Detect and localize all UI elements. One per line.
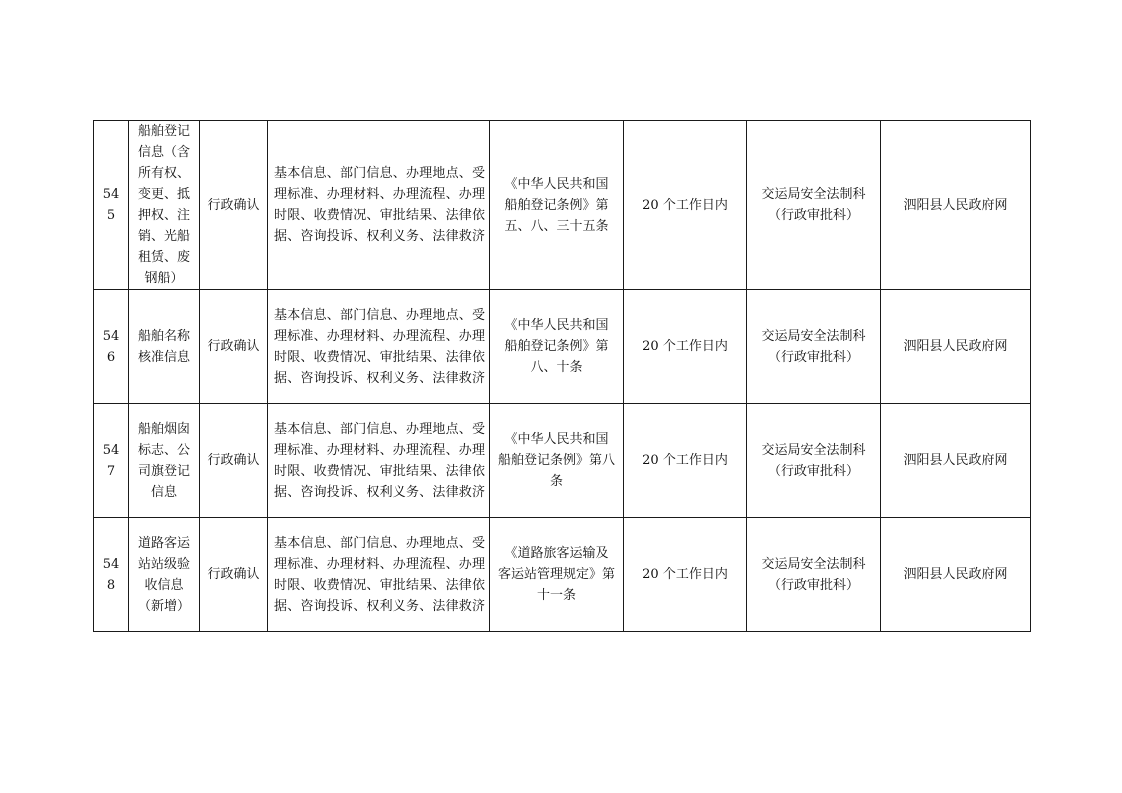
item-name-line: 司旗登记 bbox=[137, 463, 190, 479]
disclosure-content bbox=[268, 121, 490, 290]
table-body bbox=[94, 121, 1031, 632]
dept-line: （行政审批科） bbox=[767, 463, 859, 479]
content-line: 时限、收费情况、审批结果、法律依 bbox=[274, 463, 486, 479]
item-type: 行政确认 bbox=[200, 404, 268, 518]
dept-line: 交运局安全法制科 bbox=[761, 442, 866, 458]
basis-line: 条 bbox=[549, 474, 563, 489]
item-name-line: 标志、公 bbox=[137, 442, 190, 458]
table-row bbox=[94, 518, 1031, 632]
dept-line: （行政审批科） bbox=[767, 208, 859, 223]
item-name-line: 船舶登记 bbox=[137, 124, 190, 139]
content-line: 基本信息、部门信息、办理地点、受 bbox=[274, 166, 486, 181]
content-line: 据、咨询投诉、权利义务、法律救济 bbox=[274, 229, 486, 244]
item-name-line: 钢船） bbox=[144, 271, 184, 286]
responsible-dept bbox=[747, 518, 881, 632]
content-line: 基本信息、部门信息、办理地点、受 bbox=[274, 421, 486, 437]
basis-line: 八、十条 bbox=[530, 360, 583, 375]
disclosure-content bbox=[268, 404, 490, 518]
time-limit: 20 个工作日内 bbox=[624, 404, 747, 518]
disclosure-table bbox=[93, 120, 1031, 632]
responsible-dept bbox=[747, 121, 881, 290]
item-name-line: 核准信息 bbox=[137, 349, 190, 365]
item-name bbox=[129, 404, 200, 518]
basis-line: 船舶登记条例》第八 bbox=[497, 453, 615, 468]
item-name-line: 变更、抵 bbox=[137, 187, 190, 202]
content-line: 时限、收费情况、审批结果、法律依 bbox=[274, 349, 486, 365]
dept-line: 交运局安全法制科 bbox=[761, 187, 866, 202]
legal-basis bbox=[490, 290, 624, 404]
legal-basis bbox=[490, 404, 624, 518]
item-name-line: 站站级验 bbox=[137, 556, 190, 572]
content-line: 基本信息、部门信息、办理地点、受 bbox=[274, 307, 486, 323]
item-name-line: 船舶名称 bbox=[137, 328, 190, 344]
table-row bbox=[94, 121, 1031, 290]
basis-line: 船舶登记条例》第 bbox=[504, 339, 609, 354]
row-number: 547 bbox=[94, 404, 129, 518]
content-line: 据、咨询投诉、权利义务、法律救济 bbox=[274, 598, 486, 614]
item-type: 行政确认 bbox=[200, 290, 268, 404]
item-name-line: 销、光船 bbox=[137, 229, 190, 244]
item-name-line: 所有权、 bbox=[137, 166, 190, 181]
content-line: 理标准、办理材料、办理流程、办理 bbox=[274, 442, 486, 458]
legal-basis bbox=[490, 121, 624, 290]
basis-line: 《中华人民共和国 bbox=[504, 176, 609, 192]
dept-line: 交运局安全法制科 bbox=[761, 556, 866, 572]
item-name-line: 道路客运 bbox=[137, 535, 190, 551]
disclosure-content bbox=[268, 290, 490, 404]
disclosure-content bbox=[268, 518, 490, 632]
responsible-dept bbox=[747, 404, 881, 518]
content-line: 时限、收费情况、审批结果、法律依 bbox=[274, 577, 486, 593]
item-type: 行政确认 bbox=[200, 518, 268, 632]
content-line: 据、咨询投诉、权利义务、法律救济 bbox=[274, 484, 486, 500]
item-name-line: 信息 bbox=[150, 484, 177, 500]
disclosure-channel: 泗阳县人民政府网 bbox=[881, 404, 1031, 518]
time-limit: 20 个工作日内 bbox=[624, 121, 747, 290]
content-line: 理标准、办理材料、办理流程、办理 bbox=[274, 187, 486, 202]
item-name bbox=[129, 290, 200, 404]
content-line: 基本信息、部门信息、办理地点、受 bbox=[274, 535, 486, 551]
item-name-line: 收信息 bbox=[144, 577, 184, 593]
time-limit: 20 个工作日内 bbox=[624, 290, 747, 404]
content-line: 理标准、办理材料、办理流程、办理 bbox=[274, 328, 486, 344]
content-line: 时限、收费情况、审批结果、法律依 bbox=[274, 208, 486, 223]
dept-line: （行政审批科） bbox=[767, 577, 859, 593]
basis-line: 《中华人民共和国 bbox=[504, 432, 609, 447]
basis-line: 十一条 bbox=[536, 588, 576, 603]
disclosure-channel: 泗阳县人民政府网 bbox=[881, 290, 1031, 404]
item-name-line: 信息（含 bbox=[137, 145, 190, 160]
responsible-dept bbox=[747, 290, 881, 404]
row-number: 548 bbox=[94, 518, 129, 632]
basis-line: 五、八、三十五条 bbox=[504, 218, 609, 234]
content-line: 据、咨询投诉、权利义务、法律救济 bbox=[274, 370, 486, 386]
item-name-line: 押权、注 bbox=[137, 208, 190, 223]
basis-line: 《道路旅客运输及 bbox=[504, 546, 609, 561]
item-name-line: 船舶烟囱 bbox=[137, 421, 190, 437]
disclosure-channel: 泗阳县人民政府网 bbox=[881, 518, 1031, 632]
item-name bbox=[129, 518, 200, 632]
time-limit: 20 个工作日内 bbox=[624, 518, 747, 632]
item-type: 行政确认 bbox=[200, 121, 268, 290]
dept-line: （行政审批科） bbox=[767, 349, 859, 365]
basis-line: 船舶登记条例》第 bbox=[504, 197, 609, 213]
row-number: 545 bbox=[94, 121, 129, 290]
dept-line: 交运局安全法制科 bbox=[761, 328, 866, 344]
item-name bbox=[129, 121, 200, 290]
item-name-line: 租赁、废 bbox=[137, 250, 190, 265]
basis-line: 客运站管理规定》第 bbox=[497, 567, 615, 582]
table-row bbox=[94, 404, 1031, 518]
basis-line: 《中华人民共和国 bbox=[504, 318, 609, 333]
legal-basis bbox=[490, 518, 624, 632]
content-line: 理标准、办理材料、办理流程、办理 bbox=[274, 556, 486, 572]
item-name-line: （新增） bbox=[137, 598, 190, 614]
table-row bbox=[94, 290, 1031, 404]
row-number: 546 bbox=[94, 290, 129, 404]
disclosure-channel: 泗阳县人民政府网 bbox=[881, 121, 1031, 290]
